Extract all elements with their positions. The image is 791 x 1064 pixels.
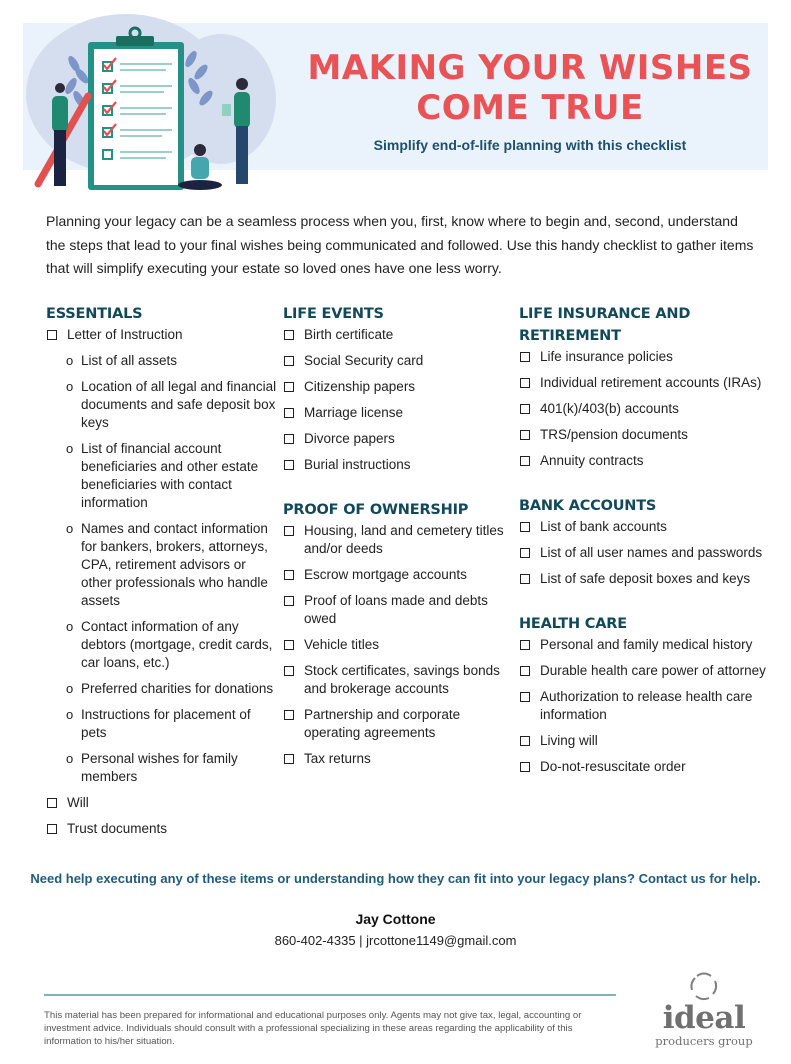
checklist-item[interactable] bbox=[283, 522, 511, 558]
checklist-item[interactable] bbox=[283, 566, 511, 584]
logo-subtext: producers group bbox=[655, 1033, 753, 1048]
checkbox-icon[interactable] bbox=[520, 574, 530, 584]
checkbox-icon[interactable] bbox=[520, 762, 530, 772]
item-label: TRS/pension documents bbox=[540, 426, 688, 442]
section-heading-life-events: LIFE EVENTS bbox=[283, 305, 384, 322]
checkbox-icon[interactable] bbox=[520, 640, 530, 650]
section-heading-health-care: HEALTH CARE bbox=[519, 615, 627, 632]
item-label: Citizenship papers bbox=[304, 378, 416, 394]
sub-item bbox=[46, 618, 278, 672]
checkbox-icon[interactable] bbox=[284, 754, 294, 764]
checklist-item[interactable] bbox=[283, 326, 511, 344]
section-heading-bank-accounts: BANK ACCOUNTS bbox=[519, 497, 657, 514]
footer bbox=[0, 870, 791, 1048]
section-health-care bbox=[519, 613, 773, 776]
checklist bbox=[519, 518, 773, 588]
checklist-item[interactable] bbox=[46, 794, 278, 812]
sub-item-label: Preferred charities for donations bbox=[81, 680, 274, 696]
checklist-item[interactable] bbox=[519, 732, 773, 750]
bullet-icon: o bbox=[66, 618, 74, 634]
item-label: List of bank accounts bbox=[540, 518, 667, 534]
checkbox-icon[interactable] bbox=[284, 356, 294, 366]
checklist-item[interactable] bbox=[283, 636, 511, 654]
checklist-item[interactable] bbox=[46, 820, 278, 838]
checkbox-icon[interactable] bbox=[284, 640, 294, 650]
checkbox-icon[interactable] bbox=[520, 352, 530, 362]
title-line-1: MAKING YOUR WISHES bbox=[307, 48, 753, 88]
item-label: Vehicle titles bbox=[304, 636, 380, 652]
sub-item-label: Contact information of any debtors (mortgage, credit cards, car loans, etc.) bbox=[81, 618, 273, 670]
item-label: Tax returns bbox=[304, 750, 371, 766]
section-heading-proof-of-ownership: PROOF OF OWNERSHIP bbox=[283, 501, 469, 518]
item-label: Divorce papers bbox=[304, 430, 395, 446]
checkbox-icon[interactable] bbox=[284, 526, 294, 536]
item-label: Birth certificate bbox=[304, 326, 394, 342]
bullet-icon: o bbox=[66, 520, 74, 536]
footer-left bbox=[44, 994, 619, 1048]
person-woman-icon bbox=[52, 83, 68, 186]
disclaimer: This material has been prepared for informational and educational purposes only. Agents may not give tax, legal, accounting or investment advice. Individuals should consult with a professional specializing in these areas regarding the applicability of this information to his/her situation. bbox=[44, 1009, 582, 1047]
bullet-icon: o bbox=[66, 706, 74, 722]
section-heading-life-insurance: LIFE INSURANCE AND RETIREMENT bbox=[519, 305, 691, 344]
sub-item bbox=[46, 352, 278, 370]
title-line-2: COME TRUE bbox=[416, 88, 644, 128]
checklist-item[interactable] bbox=[283, 662, 511, 698]
item-label: 401(k)/403(b) accounts bbox=[540, 400, 679, 416]
checkbox-icon[interactable] bbox=[284, 408, 294, 418]
intro-paragraph: Planning your legacy can be a seamless process when you, first, know where to begin and, second, understand the steps that lead to your final wishes being communicated and followed. Use this handy checklist to gather items that will simplify executing your estate so loved ones have one less worry. bbox=[46, 213, 754, 276]
checklist-item[interactable] bbox=[283, 750, 511, 768]
checklist-item[interactable] bbox=[283, 430, 511, 448]
sub-item-label: List of all assets bbox=[81, 352, 178, 368]
checkbox-icon[interactable] bbox=[284, 710, 294, 720]
checklist-item[interactable] bbox=[519, 662, 773, 680]
section-life-insurance bbox=[519, 303, 773, 470]
bullet-icon: o bbox=[66, 440, 74, 456]
checkbox-icon[interactable] bbox=[284, 330, 294, 340]
checkbox-icon[interactable] bbox=[520, 736, 530, 746]
sub-item-label: Instructions for placement of pets bbox=[81, 706, 251, 740]
checklist-item[interactable] bbox=[283, 592, 511, 628]
checklist-item[interactable] bbox=[519, 400, 773, 418]
sub-item-list bbox=[46, 352, 278, 786]
item-label: Life insurance policies bbox=[540, 348, 673, 364]
item-label: Marriage license bbox=[304, 404, 404, 420]
logo-wordmark: ideal bbox=[662, 999, 746, 1036]
bullet-icon: o bbox=[66, 750, 74, 766]
item-label: Will bbox=[67, 794, 89, 810]
item-label: Living will bbox=[540, 732, 598, 748]
checklist bbox=[519, 636, 773, 776]
checkbox-icon[interactable] bbox=[284, 596, 294, 606]
item-label: List of all user names and passwords bbox=[540, 544, 763, 560]
footer-divider bbox=[44, 994, 616, 996]
item-label: Annuity contracts bbox=[540, 452, 644, 468]
checkbox-icon[interactable] bbox=[284, 382, 294, 392]
checkbox-icon[interactable] bbox=[284, 666, 294, 676]
checklist-item[interactable] bbox=[519, 374, 773, 392]
item-label: Social Security card bbox=[304, 352, 424, 368]
item-label: Stock certificates, savings bonds and brokerage accounts bbox=[304, 662, 500, 696]
swirl-logo-icon bbox=[687, 970, 721, 1002]
column-3 bbox=[519, 303, 773, 784]
section-heading-essentials: ESSENTIALS bbox=[46, 305, 143, 322]
contact-name: Jay Cottone bbox=[355, 910, 436, 927]
footer-bottom bbox=[44, 970, 769, 1048]
section-life-events bbox=[283, 303, 511, 474]
checklist-item[interactable] bbox=[283, 456, 511, 474]
checkbox-icon[interactable] bbox=[520, 522, 530, 532]
checkbox-icon[interactable] bbox=[47, 330, 57, 340]
checklist bbox=[283, 522, 511, 768]
checkbox-icon[interactable] bbox=[520, 404, 530, 414]
sub-item-label: Location of all legal and financial documents and safe deposit box keys bbox=[81, 378, 277, 430]
subtitle: Simplify end-of-life planning with this checklist bbox=[373, 137, 687, 153]
item-label: Personal and family medical history bbox=[540, 636, 753, 652]
checkbox-icon[interactable] bbox=[520, 378, 530, 388]
section-bank-accounts bbox=[519, 495, 773, 588]
item-label: Proof of loans made and debts owed bbox=[304, 592, 488, 626]
checkbox-icon[interactable] bbox=[520, 430, 530, 440]
checkbox-icon[interactable] bbox=[284, 460, 294, 470]
bullet-icon: o bbox=[66, 680, 74, 696]
checklist-columns bbox=[46, 303, 773, 846]
call-to-action: Need help executing any of these items or understanding how they can fit into your legacy plans? Contact us for help. bbox=[30, 870, 761, 886]
checklist-item[interactable] bbox=[519, 348, 773, 366]
page-title bbox=[290, 48, 770, 128]
sub-item bbox=[46, 520, 278, 610]
checklist-item[interactable] bbox=[519, 518, 773, 536]
item-label: Burial instructions bbox=[304, 456, 411, 472]
checkbox-icon[interactable] bbox=[47, 798, 57, 808]
checkbox-icon[interactable] bbox=[284, 570, 294, 580]
checklist-item[interactable] bbox=[519, 636, 773, 654]
column-essentials bbox=[46, 303, 278, 846]
checklist-item[interactable] bbox=[46, 326, 278, 344]
sub-item-label: Names and contact information for bankers, brokers, attorneys, CPA, retirement advisors or other professionals who handle assets bbox=[81, 520, 268, 608]
item-label: Individual retirement accounts (IRAs) bbox=[540, 374, 762, 390]
clipboard-icon bbox=[88, 28, 184, 190]
bullet-icon: o bbox=[66, 352, 74, 368]
checklist-item[interactable] bbox=[519, 452, 773, 470]
item-label: Do-not-resuscitate order bbox=[540, 758, 686, 774]
item-label: Letter of Instruction bbox=[67, 326, 183, 342]
checkbox-icon[interactable] bbox=[520, 692, 530, 702]
sub-item bbox=[46, 706, 278, 742]
contact-info[interactable]: 860-402-4335 | jrcottone1149@gmail.com bbox=[274, 932, 517, 948]
column-2 bbox=[283, 303, 511, 776]
checklist-item[interactable] bbox=[283, 352, 511, 370]
checklist bbox=[283, 326, 511, 474]
checklist-item[interactable] bbox=[519, 544, 773, 562]
item-label: Trust documents bbox=[67, 820, 168, 836]
bullet-icon: o bbox=[66, 378, 74, 394]
checkbox-icon[interactable] bbox=[47, 824, 57, 834]
item-label: Escrow mortgage accounts bbox=[304, 566, 467, 582]
checkbox-icon[interactable] bbox=[520, 456, 530, 466]
checkbox-icon[interactable] bbox=[284, 434, 294, 444]
item-label: Housing, land and cemetery titles and/or deeds bbox=[304, 522, 504, 556]
checklist-item[interactable] bbox=[519, 426, 773, 444]
checklist-item[interactable] bbox=[283, 378, 511, 396]
sub-item bbox=[46, 440, 278, 512]
sub-item bbox=[46, 378, 278, 432]
checklist bbox=[519, 348, 773, 470]
item-label: Authorization to release health care information bbox=[540, 688, 753, 722]
sub-item-label: List of financial account beneficiaries and other estate beneficiaries with contact information bbox=[81, 440, 259, 510]
checklist-illustration bbox=[16, 14, 286, 194]
sub-item-label: Personal wishes for family members bbox=[81, 750, 238, 784]
sub-item bbox=[46, 680, 278, 698]
checklist-item[interactable] bbox=[283, 706, 511, 742]
checklist-item[interactable] bbox=[283, 404, 511, 422]
checklist-item[interactable] bbox=[519, 758, 773, 776]
item-label: List of safe deposit boxes and keys bbox=[540, 570, 751, 586]
item-label: Durable health care power of attorney bbox=[540, 662, 766, 678]
checkbox-icon[interactable] bbox=[520, 548, 530, 558]
checklist-item[interactable] bbox=[519, 570, 773, 588]
header bbox=[0, 0, 791, 200]
checkbox-icon[interactable] bbox=[520, 666, 530, 676]
sub-item bbox=[46, 750, 278, 786]
checklist-item[interactable] bbox=[519, 688, 773, 724]
company-logo bbox=[639, 970, 769, 1048]
item-label: Partnership and corporate operating agreements bbox=[304, 706, 461, 740]
section-proof-of-ownership bbox=[283, 499, 511, 768]
